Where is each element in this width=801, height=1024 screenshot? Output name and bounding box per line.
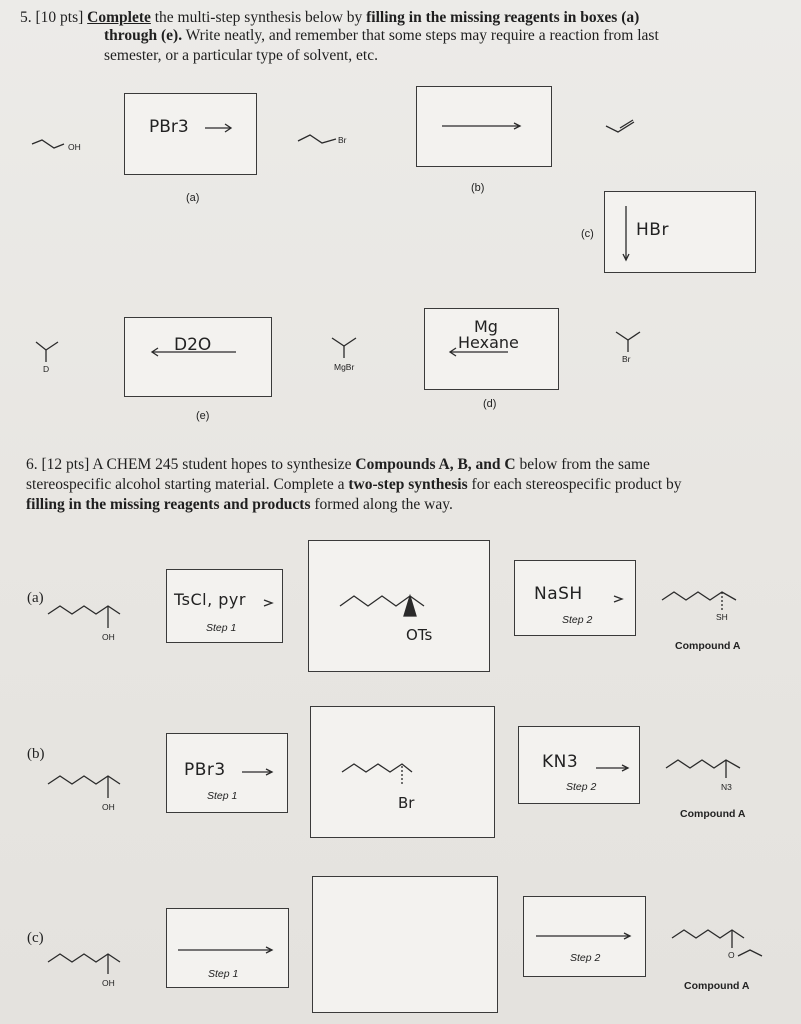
q5-deuterio-isobutane-structure	[34, 338, 74, 376]
q5-arrow-b	[440, 120, 530, 132]
q6a-compound-label: Compound A	[675, 640, 741, 652]
q5-points: [10 pts]	[35, 9, 84, 26]
q5-grignard-structure	[330, 334, 380, 376]
q5-answer-d-line2: Hexane	[458, 333, 519, 352]
q5-label-b: (b)	[471, 182, 485, 194]
q5-ethanol-structure	[30, 138, 90, 158]
q5-d-label: D	[43, 364, 50, 374]
q5-ethene-structure	[604, 118, 640, 136]
q6c-step1-label: Step 1	[208, 968, 239, 980]
q5-text-1: the multi-step synthesis below by	[150, 9, 367, 26]
q5-answer-c: HBr	[636, 220, 669, 240]
q5-answer-a-handwriting	[145, 112, 245, 147]
q6-prompt	[26, 455, 796, 474]
q6a-step1-arrow	[262, 598, 278, 608]
q5-tert-butyl-bromide-structure	[614, 328, 654, 368]
q5-label-d: (d)	[483, 398, 497, 410]
q6c-intermediate-box[interactable]	[312, 876, 498, 1013]
q5-answer-d-handwriting	[448, 316, 548, 360]
q6b-step2-arrow	[594, 763, 634, 773]
q5-text-2: Write neatly, and remember that some steps may require a reaction from last	[182, 27, 659, 44]
q6b-step2-label: Step 2	[566, 781, 597, 793]
q6-number: 6.	[26, 456, 38, 473]
q6a-oh-label: OH	[102, 632, 115, 642]
q6b-product-azide	[664, 752, 754, 796]
q5-prompt-line2	[104, 26, 794, 45]
q5-answer-e-handwriting	[150, 336, 250, 366]
q6-bold-3: filling in the missing reagents and products	[26, 496, 311, 513]
q6-text-5: formed along the way.	[310, 496, 453, 513]
q5-prompt-line3	[104, 46, 794, 65]
q6b-starting-alcohol	[46, 768, 132, 818]
q6-part-a-label: (a)	[27, 590, 44, 606]
q5-bold-2: through (e).	[104, 27, 183, 44]
q5-answer-d-line1: Mg	[474, 317, 498, 336]
q6b-intermediate-bromide	[340, 756, 440, 818]
q6a-step2-answer: NaSH	[534, 584, 583, 604]
q6a-sh-label: SH	[716, 612, 728, 622]
q6-text-4: for each stereospecific product by	[467, 476, 682, 493]
q5-answer-a: PBr3	[149, 117, 189, 137]
q6a-starting-alcohol	[46, 598, 132, 648]
q6a-step2-arrow	[612, 594, 628, 604]
q6a-intermediate-tosylate	[338, 588, 448, 650]
q6b-step1-label: Step 1	[207, 790, 238, 802]
q6-text-3: stereospecific alcohol starting material. Complete a	[26, 476, 349, 493]
q6c-o-label: O	[728, 950, 735, 960]
q5-complete: Complete	[87, 9, 151, 26]
q6c-step1-arrow	[176, 945, 278, 955]
q5-label-e: (e)	[196, 410, 210, 422]
q5-text-3: semester, or a particular type of solvent, etc.	[104, 47, 378, 64]
q5-bromoethane-structure	[296, 131, 356, 151]
q6c-step2-label: Step 2	[570, 952, 601, 964]
q6b-step2-answer: KN3	[542, 752, 579, 772]
q6-part-c-label: (c)	[27, 930, 44, 946]
q6a-ots-label: OTs	[406, 626, 433, 644]
q6-bold-1: Compounds A, B, and C	[355, 456, 516, 473]
q5-br2-label: Br	[622, 354, 631, 364]
q6a-step1-answer: TsCl, pyr	[174, 590, 246, 609]
q6a-product-thiol	[660, 584, 750, 628]
q6-prompt-line2	[26, 475, 796, 494]
q6-text-2: below from the same	[515, 456, 650, 473]
q5-label-a: (a)	[186, 192, 200, 204]
q6-text-1: A CHEM 245 student hopes to synthesize	[89, 456, 356, 473]
q5-br-label: Br	[338, 135, 347, 145]
q6-prompt-line3	[26, 495, 796, 514]
q5-bold-1: filling in the missing reagents in boxes (a)	[366, 9, 640, 26]
q5-label-c: (c)	[581, 228, 594, 240]
q6b-step1-arrow	[240, 767, 280, 777]
q5-number: 5.	[20, 9, 32, 26]
q6c-starting-alcohol	[46, 946, 132, 992]
q6a-step2-label: Step 2	[562, 614, 593, 626]
q6-bold-2: two-step synthesis	[348, 476, 468, 493]
q6b-br-label: Br	[398, 794, 415, 812]
q6-points: [12 pts]	[41, 456, 90, 473]
q6b-oh-label: OH	[102, 802, 115, 812]
q6c-oh-label: OH	[102, 978, 115, 988]
q5-prompt	[20, 8, 790, 27]
q5-oh-label: OH	[68, 142, 81, 152]
q5-answer-e: D2O	[174, 335, 212, 355]
q6b-n3-label: N3	[721, 782, 732, 792]
q6c-compound-label: Compound A	[684, 980, 750, 992]
q6c-product-ether	[670, 922, 770, 968]
q6b-step1-answer: PBr3	[184, 760, 226, 780]
q6b-compound-label: Compound A	[680, 808, 746, 820]
q6c-step2-arrow	[534, 931, 636, 941]
q5-mgbr-label: MgBr	[334, 362, 355, 372]
q5-arrow-c	[620, 204, 632, 266]
q6-part-b-label: (b)	[27, 746, 45, 762]
q6a-step1-label: Step 1	[206, 622, 237, 634]
